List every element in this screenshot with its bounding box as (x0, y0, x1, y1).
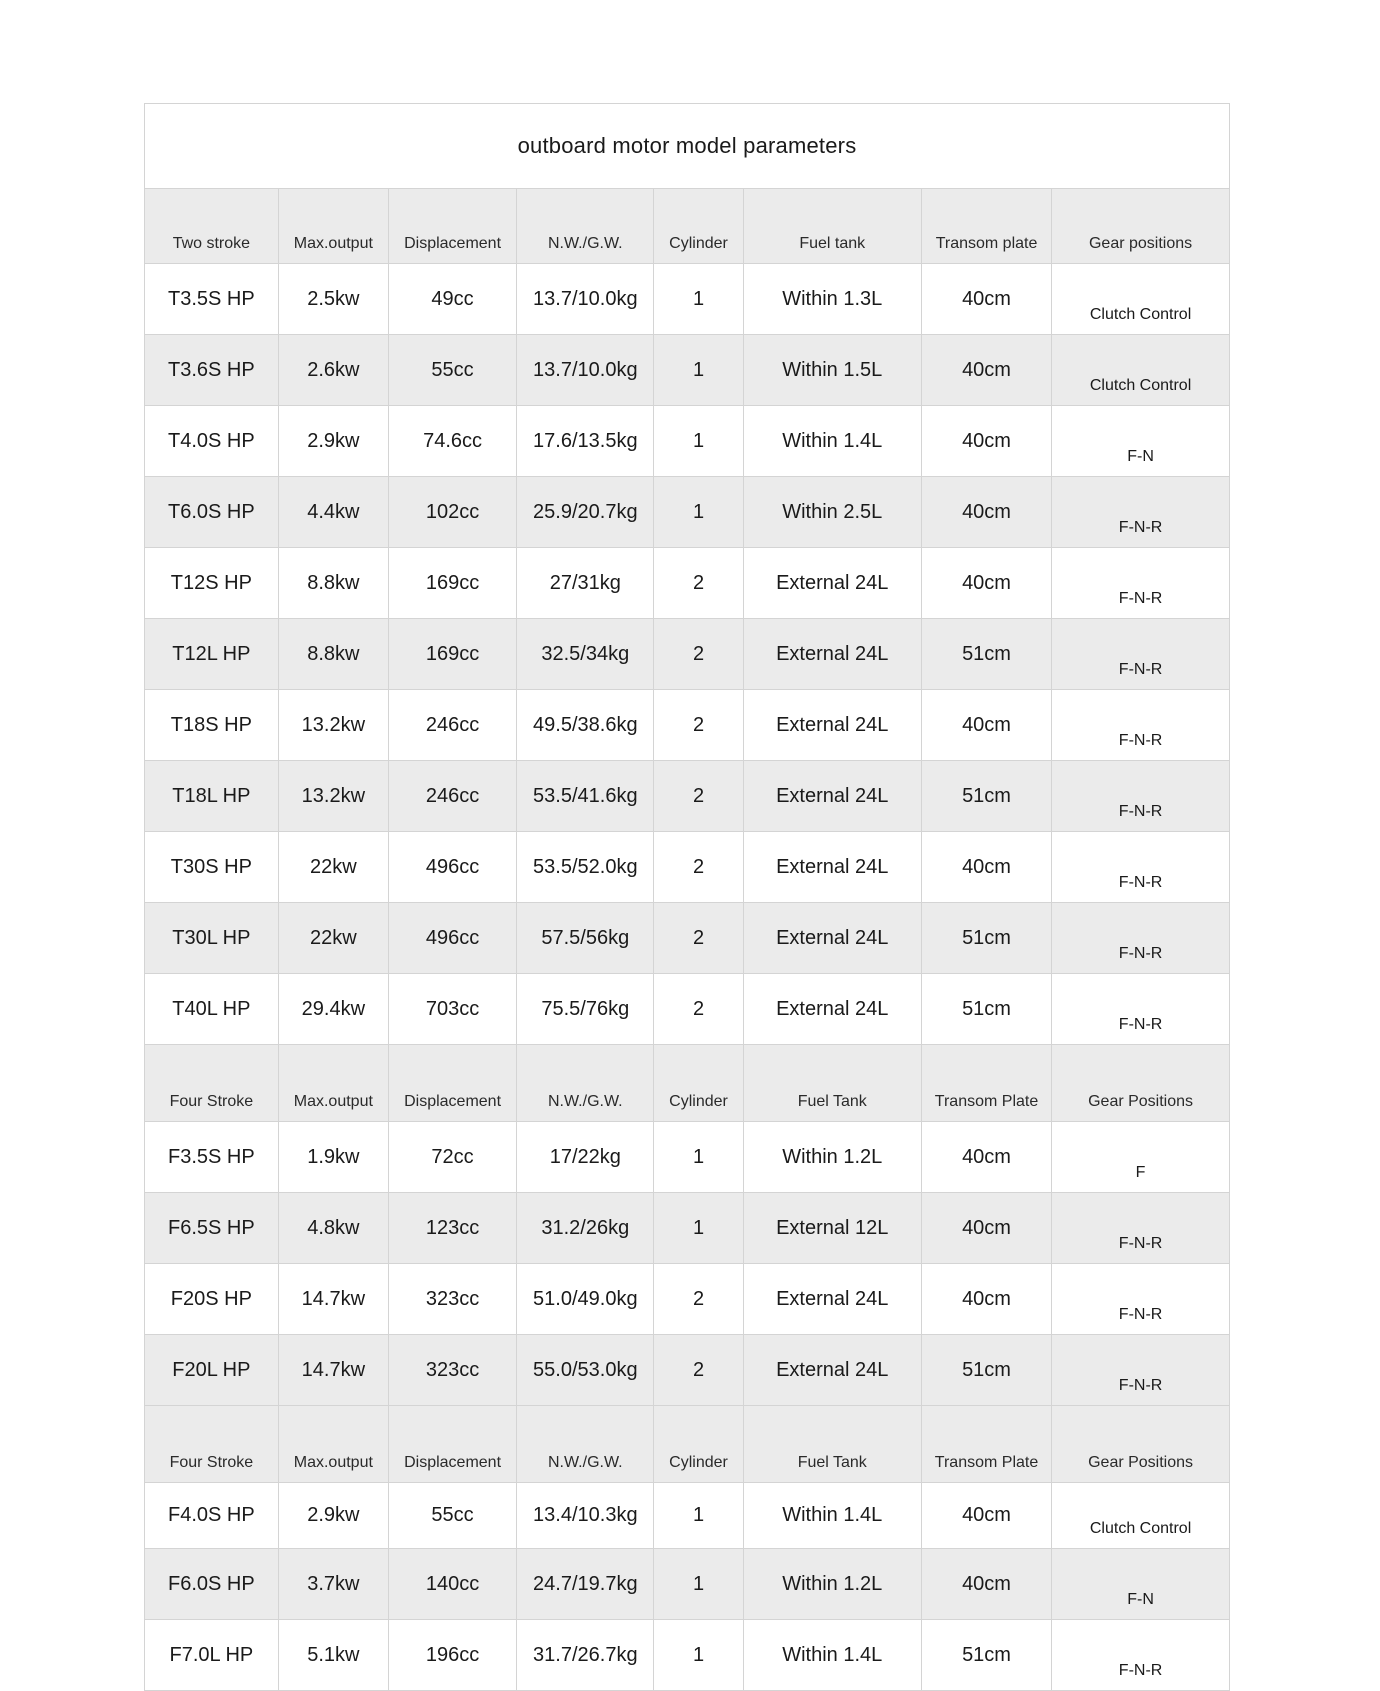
table-row (145, 548, 1229, 619)
cell-gear-positions: F-N-R (1052, 761, 1229, 832)
cell-weight: 55.0/53.0kg (517, 1335, 654, 1406)
cell-model: F6.5S HP (145, 1193, 278, 1264)
cell-displacement: 703cc (388, 974, 516, 1045)
table-row (145, 406, 1229, 477)
cell-model: T12L HP (145, 619, 278, 690)
cell-weight: 53.5/52.0kg (517, 832, 654, 903)
column-header-gear-positions: Gear positions (1052, 189, 1229, 264)
cell-max-output: 8.8kw (278, 619, 388, 690)
cell-transom-plate: 51cm (921, 1620, 1051, 1691)
cell-fuel-tank: External 12L (743, 1193, 921, 1264)
column-header-model: Four Stroke (145, 1406, 278, 1483)
cell-fuel-tank: Within 1.5L (743, 335, 921, 406)
column-header-gear-positions: Gear Positions (1052, 1406, 1229, 1483)
cell-gear-positions: Clutch Control (1052, 335, 1229, 406)
cell-weight: 31.2/26kg (517, 1193, 654, 1264)
column-header-max-output: Max.output (278, 189, 388, 264)
cell-weight: 32.5/34kg (517, 619, 654, 690)
cell-gear-positions: F-N-R (1052, 619, 1229, 690)
cell-max-output: 2.9kw (278, 406, 388, 477)
cell-transom-plate: 40cm (921, 1264, 1051, 1335)
cell-displacement: 246cc (388, 761, 516, 832)
cell-gear-positions: F-N-R (1052, 832, 1229, 903)
parameters-table (145, 189, 1229, 1690)
cell-transom-plate: 40cm (921, 477, 1051, 548)
cell-cylinder: 1 (654, 1620, 743, 1691)
cell-fuel-tank: Within 1.2L (743, 1549, 921, 1620)
cell-fuel-tank: Within 1.4L (743, 406, 921, 477)
cell-max-output: 3.7kw (278, 1549, 388, 1620)
cell-transom-plate: 40cm (921, 690, 1051, 761)
cell-gear-positions: F-N-R (1118, 1662, 1163, 1679)
cell-fuel-tank: External 24L (743, 619, 921, 690)
cell-model: T30S HP (145, 832, 278, 903)
cell-model: F20S HP (145, 1264, 278, 1335)
cell-fuel-tank: External 24L (743, 690, 921, 761)
cell-model: T12S HP (145, 548, 278, 619)
cell-fuel-tank: Within 2.5L (743, 477, 921, 548)
cell-cylinder: 2 (654, 903, 743, 974)
cell-weight: 49.5/38.6kg (517, 690, 654, 761)
cell-displacement: 49cc (388, 264, 516, 335)
cell-transom-plate: 40cm (921, 406, 1051, 477)
table-row (145, 619, 1229, 690)
column-header-fuel-tank: Fuel Tank (743, 1045, 921, 1122)
cell-cylinder: 2 (654, 619, 743, 690)
cell-max-output: 8.8kw (278, 548, 388, 619)
cell-cylinder: 1 (654, 335, 743, 406)
cell-model: T30L HP (145, 903, 278, 974)
cell-weight: 27/31kg (517, 548, 654, 619)
cell-displacement: 102cc (388, 477, 516, 548)
cell-weight: 13.7/10.0kg (517, 335, 654, 406)
cell-displacement: 323cc (388, 1264, 516, 1335)
cell-max-output: 29.4kw (278, 974, 388, 1045)
cell-max-output: 22kw (278, 903, 388, 974)
cell-gear-positions: F-N-R (1052, 1264, 1229, 1335)
cell-displacement: 74.6cc (388, 406, 516, 477)
cell-cylinder: 1 (654, 264, 743, 335)
column-header-weight: N.W./G.W. (517, 1045, 654, 1122)
cell-max-output: 5.1kw (278, 1620, 388, 1691)
cell-displacement: 72cc (388, 1122, 516, 1193)
cell-cylinder: 2 (654, 1335, 743, 1406)
cell-transom-plate: 40cm (921, 335, 1051, 406)
cell-transom-plate: 40cm (921, 1483, 1051, 1549)
cell-fuel-tank: Within 1.4L (743, 1483, 921, 1549)
cell-max-output: 14.7kw (278, 1264, 388, 1335)
cell-displacement: 496cc (388, 903, 516, 974)
section-header-row (145, 1045, 1229, 1122)
cell-gear-positions: F-N-R (1052, 548, 1229, 619)
column-header-max-output: Max.output (278, 1045, 388, 1122)
cell-fuel-tank: External 24L (743, 761, 921, 832)
table-row (145, 1620, 1229, 1691)
cell-gear-positions: F-N-R (1052, 903, 1229, 974)
cell-max-output: 13.2kw (278, 761, 388, 832)
cell-model: F20L HP (145, 1335, 278, 1406)
cell-cylinder: 1 (654, 1483, 743, 1549)
table-row (145, 1335, 1229, 1406)
cell-weight: 17/22kg (517, 1122, 654, 1193)
cell-transom-plate: 40cm (921, 1122, 1051, 1193)
cell-weight: 31.7/26.7kg (517, 1620, 654, 1691)
cell-weight: 75.5/76kg (517, 974, 654, 1045)
cell-displacement: 323cc (388, 1335, 516, 1406)
cell-fuel-tank: Within 1.3L (743, 264, 921, 335)
cell-weight: 57.5/56kg (517, 903, 654, 974)
cell-model: F4.0S HP (145, 1483, 278, 1549)
cell-model: T4.0S HP (145, 406, 278, 477)
table-row (145, 761, 1229, 832)
cell-transom-plate: 40cm (921, 264, 1051, 335)
column-header-displacement: Displacement (388, 1406, 516, 1483)
column-header-max-output: Max.output (278, 1406, 388, 1483)
cell-gear-positions: F-N (1052, 406, 1229, 477)
column-header-displacement: Displacement (388, 189, 516, 264)
cell-max-output: 4.8kw (278, 1193, 388, 1264)
cell-model: T18S HP (145, 690, 278, 761)
cell-fuel-tank: External 24L (743, 974, 921, 1045)
cell-transom-plate: 40cm (921, 1549, 1051, 1620)
table-row (145, 335, 1229, 406)
cell-displacement: 140cc (388, 1549, 516, 1620)
cell-cylinder: 1 (654, 1549, 743, 1620)
cell-weight: 17.6/13.5kg (517, 406, 654, 477)
cell-max-output: 1.9kw (278, 1122, 388, 1193)
cell-max-output: 13.2kw (278, 690, 388, 761)
column-header-model: Two stroke (145, 189, 278, 264)
cell-gear-positions: F-N-R (1052, 974, 1229, 1045)
cell-model: F3.5S HP (145, 1122, 278, 1193)
cell-cylinder: 2 (654, 761, 743, 832)
cell-model: T3.6S HP (145, 335, 278, 406)
column-header-model: Four Stroke (145, 1045, 278, 1122)
cell-max-output: 2.5kw (278, 264, 388, 335)
table-row (145, 974, 1229, 1045)
cell-model: F7.0L HP (145, 1620, 278, 1691)
column-header-fuel-tank: Fuel Tank (743, 1406, 921, 1483)
cell-transom-plate: 51cm (921, 761, 1051, 832)
cell-max-output: 22kw (278, 832, 388, 903)
table-row (145, 690, 1229, 761)
cell-transom-plate: 51cm (921, 619, 1051, 690)
cell-fuel-tank: Within 1.4L (743, 1620, 921, 1691)
column-header-transom-plate: Transom plate (921, 189, 1051, 264)
cell-transom-plate: 51cm (921, 974, 1051, 1045)
cell-transom-plate: 51cm (921, 1335, 1051, 1406)
cell-cylinder: 1 (654, 406, 743, 477)
cell-max-output: 2.9kw (278, 1483, 388, 1549)
cell-displacement: 169cc (388, 619, 516, 690)
cell-gear-positions: Clutch Control (1052, 264, 1229, 335)
cell-fuel-tank: External 24L (743, 903, 921, 974)
parameters-sheet (144, 103, 1230, 1691)
cell-displacement: 169cc (388, 548, 516, 619)
cell-weight: 25.9/20.7kg (517, 477, 654, 548)
table-row (145, 1549, 1229, 1620)
cell-transom-plate: 51cm (921, 903, 1051, 974)
cell-weight: 51.0/49.0kg (517, 1264, 654, 1335)
cell-displacement: 55cc (388, 1483, 516, 1549)
cell-model: T40L HP (145, 974, 278, 1045)
cell-cylinder: 2 (654, 548, 743, 619)
cell-displacement: 246cc (388, 690, 516, 761)
table-row (145, 1122, 1229, 1193)
cell-model: T6.0S HP (145, 477, 278, 548)
cell-fuel-tank: External 24L (743, 832, 921, 903)
table-row (145, 1483, 1229, 1549)
column-header-cylinder: Cylinder (654, 1045, 743, 1122)
cell-transom-plate: 40cm (921, 832, 1051, 903)
table-row (145, 477, 1229, 548)
cell-gear-positions: F-N (1052, 1549, 1229, 1620)
cell-cylinder: 2 (654, 690, 743, 761)
cell-weight: 53.5/41.6kg (517, 761, 654, 832)
cell-weight: 13.4/10.3kg (517, 1483, 654, 1549)
column-header-weight: N.W./G.W. (517, 1406, 654, 1483)
cell-fuel-tank: External 24L (743, 1264, 921, 1335)
cell-transom-plate: 40cm (921, 548, 1051, 619)
section-header-row (145, 189, 1229, 264)
cell-weight: 13.7/10.0kg (517, 264, 654, 335)
cell-cylinder: 1 (654, 1193, 743, 1264)
section-header-row (145, 1406, 1229, 1483)
cell-model: F6.0S HP (145, 1549, 278, 1620)
cell-cylinder: 1 (654, 477, 743, 548)
cell-displacement: 123cc (388, 1193, 516, 1264)
column-header-cylinder: Cylinder (654, 189, 743, 264)
cell-gear-positions: F-N-R (1052, 477, 1229, 548)
cell-gear-positions: F (1052, 1122, 1229, 1193)
cell-gear-positions: Clutch Control (1052, 1483, 1229, 1549)
table-row (145, 903, 1229, 974)
cell-cylinder: 2 (654, 1264, 743, 1335)
cell-displacement: 55cc (388, 335, 516, 406)
table-title: outboard motor model parameters (145, 104, 1229, 189)
cell-max-output: 14.7kw (278, 1335, 388, 1406)
column-header-weight: N.W./G.W. (517, 189, 654, 264)
cell-max-output: 2.6kw (278, 335, 388, 406)
column-header-cylinder: Cylinder (654, 1406, 743, 1483)
table-row (145, 264, 1229, 335)
cell-max-output: 4.4kw (278, 477, 388, 548)
column-header-fuel-tank: Fuel tank (743, 189, 921, 264)
cell-displacement: 196cc (388, 1620, 516, 1691)
cell-fuel-tank: Within 1.2L (743, 1122, 921, 1193)
cell-cylinder: 2 (654, 974, 743, 1045)
cell-gear-positions: F-N-R (1052, 690, 1229, 761)
cell-model: T3.5S HP (145, 264, 278, 335)
cell-fuel-tank: External 24L (743, 548, 921, 619)
column-header-gear-positions: Gear Positions (1052, 1045, 1229, 1122)
column-header-transom-plate: Transom Plate (921, 1045, 1051, 1122)
cell-gear-positions: F-N-R (1052, 1193, 1229, 1264)
cell-cylinder: 1 (654, 1122, 743, 1193)
cell-cylinder: 2 (654, 832, 743, 903)
table-row (145, 832, 1229, 903)
cell-model: T18L HP (145, 761, 278, 832)
cell-transom-plate: 40cm (921, 1193, 1051, 1264)
column-header-transom-plate: Transom Plate (921, 1406, 1051, 1483)
column-header-displacement: Displacement (388, 1045, 516, 1122)
cell-gear-positions: F-N-R (1052, 1335, 1229, 1406)
table-row (145, 1264, 1229, 1335)
table-row (145, 1193, 1229, 1264)
cell-weight: 24.7/19.7kg (517, 1549, 654, 1620)
cell-fuel-tank: External 24L (743, 1335, 921, 1406)
cell-displacement: 496cc (388, 832, 516, 903)
